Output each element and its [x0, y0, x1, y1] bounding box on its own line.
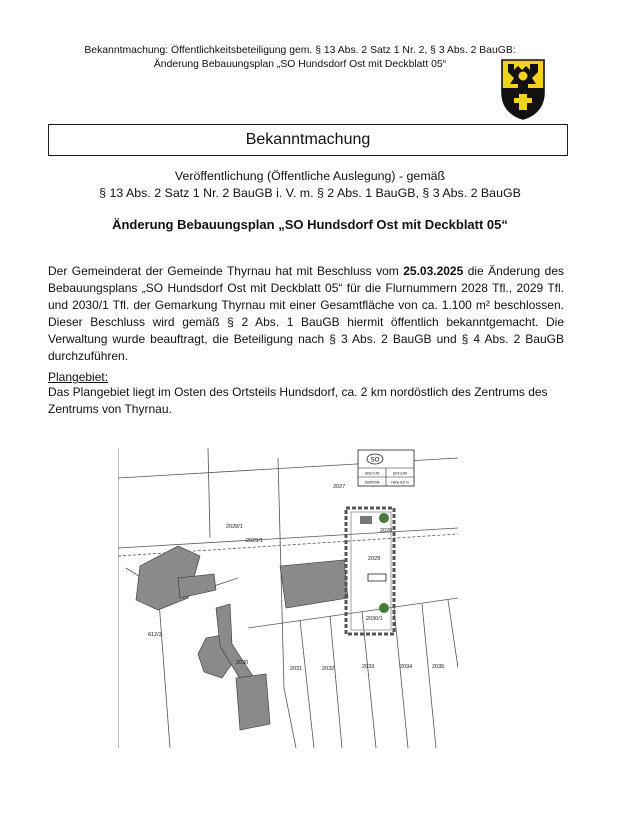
- parcel-label: 2035: [432, 664, 445, 670]
- parcel-label: 2034: [400, 664, 413, 670]
- parcel-label: 2027: [333, 484, 346, 490]
- parcel-label: 2030: [236, 660, 249, 666]
- legend-grz: GRZ 0,45: [364, 471, 380, 476]
- page-title: Bekanntmachung: [48, 124, 568, 156]
- header-announcement: [40, 44, 560, 72]
- header-line-2: Änderung Bebauungsplan „SO Hundsdorf Ost mit Deckblatt 05“: [153, 59, 447, 70]
- parcel-label: 2028/1: [226, 524, 243, 530]
- plan-legend: [358, 450, 414, 486]
- parcel-label: 612/3: [148, 632, 162, 638]
- parcel-label: 2032: [322, 666, 335, 672]
- plangebiet-heading: Plangebiet:: [48, 370, 109, 384]
- subtitle-line-2: § 13 Abs. 2 Satz 1 Nr. 2 BauGB i. V. m. § 2 Abs. 1 BauGB, § 3 Abs. 2 BauGB: [99, 186, 521, 200]
- header-line-1: Bekanntmachung: Öffentlichkeitsbeteiligung gem. § 13 Abs. 2 Satz 1 Nr. 2, § 3 Abs. 2 BauGB:: [84, 45, 516, 56]
- resolution-date: 25.03.2025: [403, 264, 464, 278]
- legend-row3a: SO/PDVB: [364, 480, 380, 485]
- subtitle-line-1: Veröffentlichung (Öffentliche Auslegung) - gemäß: [174, 169, 446, 183]
- parcel-label: 2028: [380, 528, 393, 534]
- plangebiet-text: Das Plangebiet liegt im Osten des Ortsteils Hundsdorf, ca. 2 km nordöstlich des Zentrums des Zentrums von Thyrnau.: [48, 385, 548, 416]
- body-paragraph: [48, 263, 564, 365]
- publication-subtitle: [40, 168, 580, 202]
- parcel-label: 2029: [368, 556, 381, 562]
- site-plan-map: [118, 448, 458, 748]
- body-text-start: Der Gemeinderat der Gemeinde Thyrnau hat mit Beschluss vom: [48, 264, 404, 278]
- parcel-label: 2029/1: [246, 538, 263, 544]
- legend-so: SO: [370, 457, 380, 464]
- subject-heading: Änderung Bebauungsplan „SO Hundsdorf Ost mit Deckblatt 05“: [112, 217, 508, 232]
- municipal-crest-icon: [500, 58, 546, 120]
- parcel-label: 2033: [362, 664, 375, 670]
- body-text-rest: die Änderung des Bebauungsplans „SO Hundsdorf Ost mit Deckblatt 05“ für die Flurnummern 2028 Tfl., 2029 Tfl. und 2030/1 Tfl. der Gemarkung Thyrnau mit einer Gesamtfläche von ca. 1.100 m² beschlossen. Dieser Beschluss wird gemäß § 2 Abs. 1 BauGB hiermit öffentlich bekanntgemacht. Die Verwaltung wurde beauftragt, die Beteiligung nach § 3 Abs. 2 BauGB und § 4 Abs. 2 BauGB durchzuführen.: [48, 264, 565, 363]
- legend-gfz: GFZ 0,80: [392, 471, 408, 476]
- parcel-label: 2030/1: [366, 616, 383, 622]
- legend-row3b: Höhe 8,5 m: [391, 480, 409, 485]
- parcel-label: 2031: [290, 666, 303, 672]
